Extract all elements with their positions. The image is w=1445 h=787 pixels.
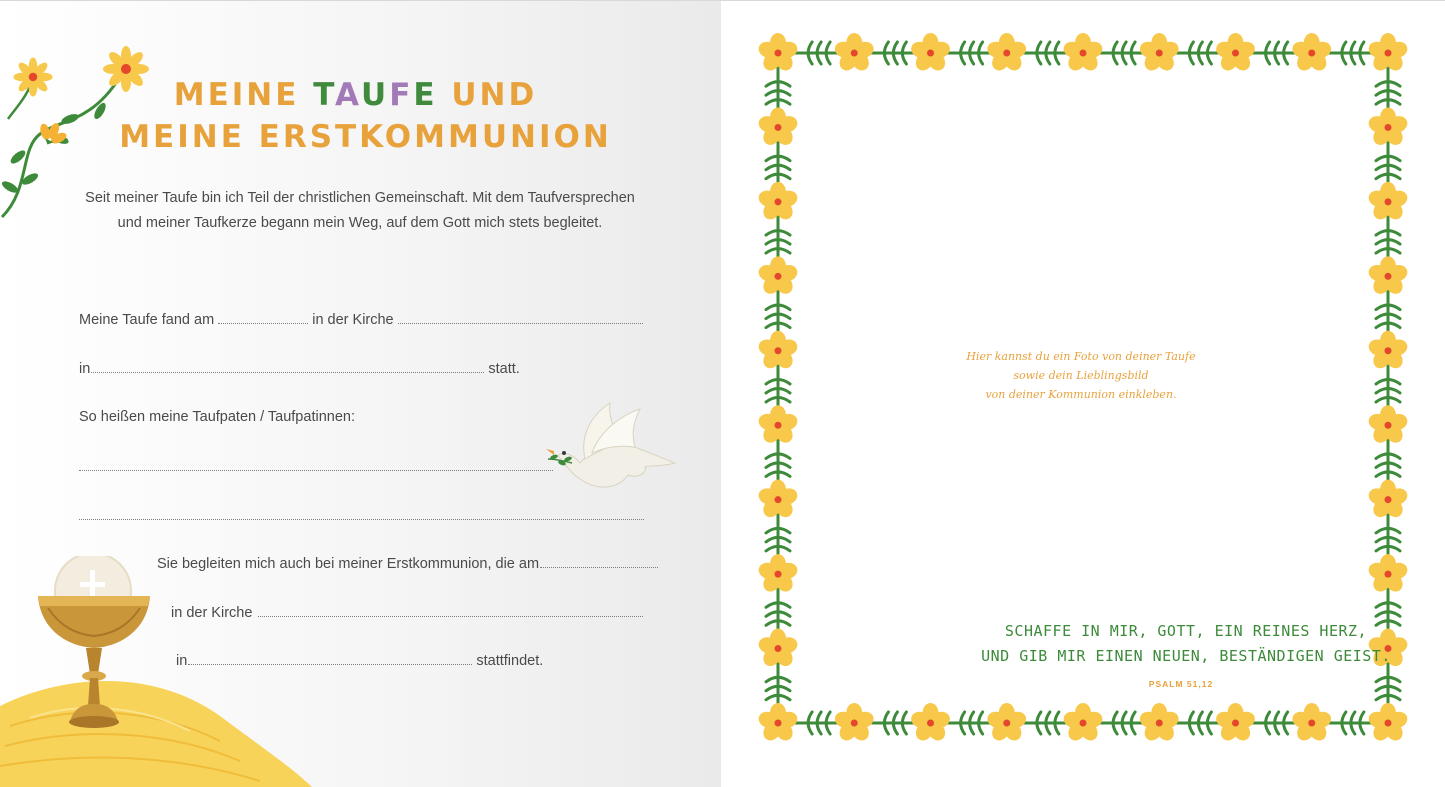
godparent-field-1[interactable] [79,470,553,471]
church-field[interactable] [398,311,643,324]
quote-line: SCHAFFE IN MIR, GOTT, EIN REINES HERZ, [1004,622,1368,640]
left-page [0,0,721,787]
communion-place-prefix: in [176,653,188,669]
caption-line: Hier kannst du ein Foto von deiner Taufe [966,350,1196,363]
title-word-meine: MEINE [173,77,314,113]
intro-line: und meiner Taufkerze begann mein Weg, auf dem Gott mich stets begleitet. [117,215,603,231]
communion-label: Sie begleiten mich auch bei meiner Erstkommunion, die am [157,556,540,572]
border-flower [833,33,876,74]
baptism-place-row [79,360,520,377]
border-flower [909,33,952,74]
title-word-taufe [313,77,437,113]
border-flower [985,33,1028,74]
communion-church-label: in der Kirche [171,605,253,621]
taufe-letter: A [334,77,362,113]
page-title-line2: MEINE ERSTKOMMUNION [119,119,612,155]
taufe-letter: E [413,77,438,113]
border-flower [757,703,800,744]
border-flower [833,703,876,744]
border-flower [909,703,952,744]
communion-place-suffix: stattfindet. [476,653,544,669]
border-flower [1138,33,1181,74]
godparent-field-2[interactable] [79,519,644,520]
bible-quote [971,619,1401,669]
taufe-letter: T [313,77,335,113]
communion-date-field[interactable] [540,555,658,568]
page-title-line1 [0,77,716,113]
title-word-und: UND [437,77,538,113]
border-flower [1138,703,1181,744]
border-flower [1290,703,1333,744]
place-suffix: statt. [488,361,520,377]
intro-text [80,186,640,236]
taufe-letter: U [361,77,390,113]
border-flower [1367,703,1410,744]
quote-line: UND GIB MIR EINEN NEUEN, BESTÄNDIGEN GEIST. [981,647,1391,665]
border-flower [985,703,1028,744]
godparents-label: So heißen meine Taufpaten / Taufpatinnen: [79,409,355,425]
baptism-date-field[interactable] [218,311,308,324]
baptism-place-field[interactable] [91,360,484,373]
photo-caption [931,347,1231,404]
baptism-date-row [79,311,643,328]
caption-line: von deiner Kommunion einkleben. [985,388,1177,401]
taufe-letter: F [389,77,414,113]
border-flower [1214,33,1257,74]
border-flower [1062,703,1105,744]
border-flower [1290,33,1333,74]
caption-line: sowie dein Lieblingsbild [1013,369,1149,382]
border-flower [1214,703,1257,744]
place-prefix: in [79,361,91,377]
chalice-icon [0,556,320,787]
dove-icon [540,401,680,496]
church-label: in der Kirche [312,312,394,328]
border-flower [1062,33,1105,74]
right-page [721,0,1445,787]
intro-line: Seit meiner Taufe bin ich Teil der christlichen Gemeinschaft. Mit dem Taufversprechen [85,190,635,206]
quote-reference: PSALM 51,12 [1148,679,1214,689]
baptism-date-label: Meine Taufe fand am [79,312,215,328]
